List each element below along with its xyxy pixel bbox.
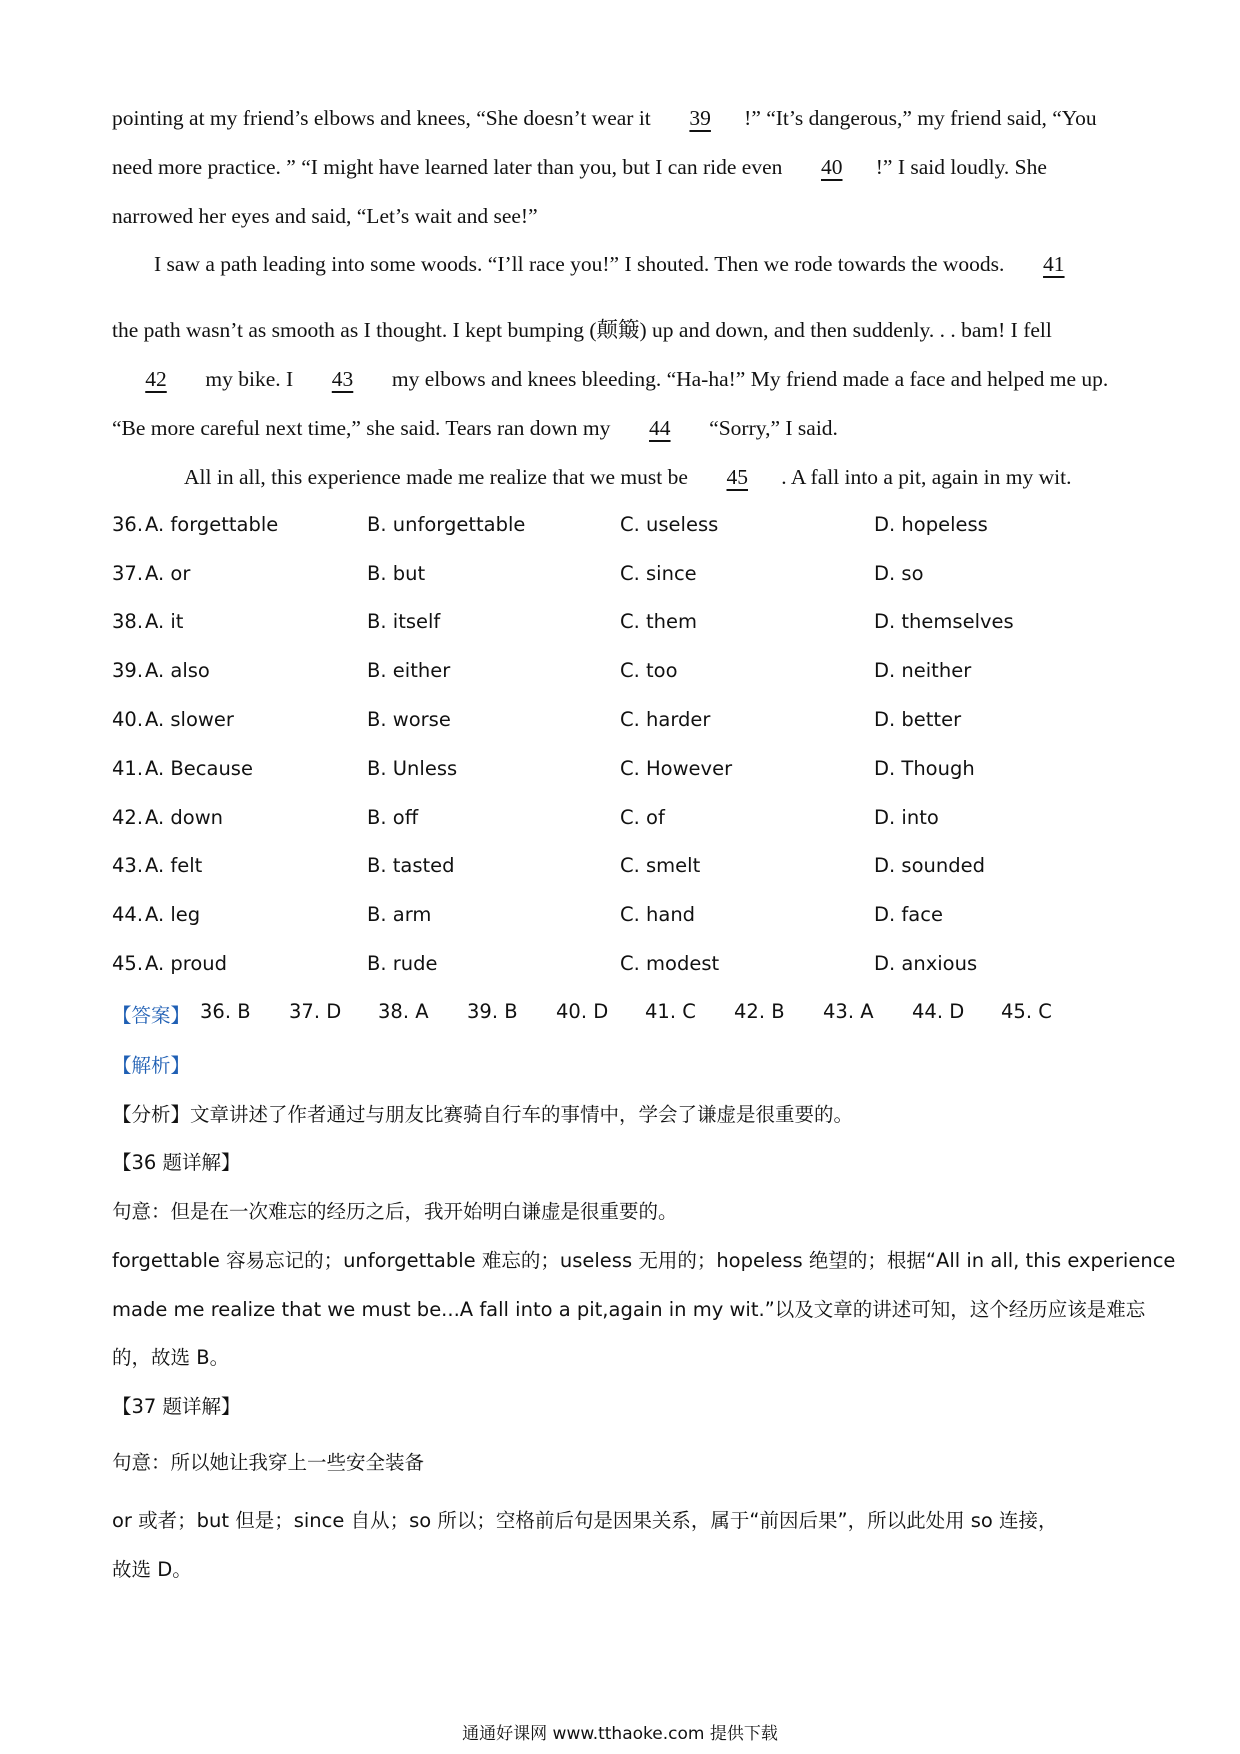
option-d: D. Though (874, 757, 975, 780)
passage-text: my elbows and knees bleeding. “Ha-ha!” My friend made a face and helped me up. (386, 367, 1109, 391)
option-d: D. hopeless (874, 513, 988, 536)
answer-item: 42. B (734, 1000, 785, 1023)
passage-text: need more practice. ” “I might have learned later than you, but I can ride even (112, 155, 788, 179)
option-a: A. forgettable (145, 513, 279, 536)
option-c: C. hand (620, 903, 696, 926)
option-c: C. since (620, 562, 697, 585)
option-d: D. into (874, 806, 939, 829)
option-b: B. itself (367, 610, 441, 633)
option-a: A. it (145, 610, 184, 633)
option-b: B. arm (367, 903, 432, 926)
option-b: B. Unless (367, 757, 458, 780)
option-b: B. but (367, 562, 426, 585)
question-number: 41. (112, 757, 144, 780)
answer-item: 44. D (912, 1000, 965, 1023)
passage-text: “Sorry,” I said. (703, 416, 838, 440)
option-d: D. so (874, 562, 924, 585)
analysis-summary (112, 1099, 853, 1127)
option-a: A. leg (145, 903, 201, 926)
q36-heading: 【36 题详解】 (112, 1151, 241, 1174)
q36-explanation: forgettable 容易忘记的；unforgettable 难忘的；useless 无用的；hopeless 绝望的；根据“All in all, this experience (112, 1249, 1176, 1272)
answer-item: 40. D (556, 1000, 609, 1023)
passage-line (112, 355, 1134, 404)
option-c: C. too (620, 659, 678, 682)
blank-41: 41 (1043, 252, 1065, 276)
passage-line (112, 94, 1134, 143)
answer-row (112, 1000, 1162, 1030)
option-b: B. tasted (367, 854, 455, 877)
option-d: D. sounded (874, 854, 985, 877)
option-d: D. neither (874, 659, 972, 682)
option-a: A. or (145, 562, 191, 585)
passage-line (154, 240, 1144, 289)
option-b: B. unforgettable (367, 513, 526, 536)
question-number: 44. (112, 903, 144, 926)
option-d: D. themselves (874, 610, 1014, 633)
q36-meaning: 句意：但是在一次难忘的经历之后，我开始明白谦虚是很重要的。 (112, 1200, 678, 1223)
passage-text: !” “It’s dangerous,” my friend said, “You (744, 106, 1097, 130)
blank-39: 39 (689, 106, 711, 130)
passage-line: the path wasn’t as smooth as I thought. I kept bumping (颠簸) up and down, and then suddenly. . . bam! I fell (112, 318, 1052, 342)
option-b: B. off (367, 806, 419, 829)
option-b: B. worse (367, 708, 451, 731)
option-d: D. better (874, 708, 962, 731)
option-a: A. down (145, 806, 224, 829)
footer-watermark: 通通好课网 www.tthaoke.com 提供下载 (462, 1724, 778, 1744)
option-c: C. of (620, 806, 665, 829)
answer-item: 43. A (823, 1000, 874, 1023)
q37-heading: 【37 题详解】 (112, 1395, 241, 1418)
answer-label: 【答案】 (112, 1004, 191, 1027)
question-number: 42. (112, 806, 144, 829)
passage-line (112, 404, 1134, 453)
question-number: 43. (112, 854, 144, 877)
question-number: 39. (112, 659, 144, 682)
answer-item: 38. A (378, 1000, 429, 1023)
answer-item: 39. B (467, 1000, 518, 1023)
option-a: A. proud (145, 952, 228, 975)
q37-meaning: 句意：所以她让我穿上一些安全装备 (112, 1451, 425, 1474)
passage-text: . A fall into a pit, again in my wit. (781, 465, 1072, 489)
passage-text: my bike. I (200, 367, 299, 391)
option-c: C. smelt (620, 854, 701, 877)
blank-43: 43 (331, 367, 354, 391)
passage-text: All in all, this experience made me realize that we must be (184, 465, 694, 489)
answer-item: 41. C (645, 1000, 696, 1023)
q37-explanation: or 或者；but 但是；since 自从；so 所以；空格前后句是因果关系，属于“前因后果”，所以此处用 so 连接， (112, 1509, 1058, 1532)
option-b: B. either (367, 659, 451, 682)
question-number: 38. (112, 610, 144, 633)
passage-text: pointing at my friend’s elbows and knees, “She doesn’t wear it (112, 106, 657, 130)
question-number: 45. (112, 952, 144, 975)
blank-42: 42 (145, 367, 167, 391)
answer-item: 45. C (1001, 1000, 1052, 1023)
option-a: A. also (145, 659, 210, 682)
question-number: 36. (112, 513, 144, 536)
q36-explanation: made me realize that we must be...A fall into a pit,again in my wit.”以及文章的讲述可知，这个经历应该是难忘 (112, 1298, 1146, 1321)
passage-text: “Be more careful next time,” she said. Tears ran down my (112, 416, 616, 440)
q37-explanation: 故选 D。 (112, 1558, 192, 1581)
passage-line (184, 453, 1144, 502)
blank-45: 45 (726, 465, 748, 489)
passage-line: narrowed her eyes and said, “Let’s wait and see!” (112, 204, 538, 228)
blank-40: 40 (821, 155, 843, 179)
option-c: C. useless (620, 513, 719, 536)
option-b: B. rude (367, 952, 438, 975)
analysis-label: 【解析】 (112, 1054, 191, 1077)
question-number: 40. (112, 708, 144, 731)
passage-text: I saw a path leading into some woods. “I’ll race you!” I shouted. Then we rode towards the woods. (154, 252, 1010, 276)
option-c: C. them (620, 610, 698, 633)
passage-line (112, 143, 1134, 192)
option-c: C. harder (620, 708, 711, 731)
blank-44: 44 (649, 416, 671, 440)
q36-explanation: 的，故选 B。 (112, 1346, 230, 1369)
passage-text: !” I said loudly. She (875, 155, 1047, 179)
option-a: A. felt (145, 854, 203, 877)
answer-item: 37. D (289, 1000, 342, 1023)
option-d: D. face (874, 903, 943, 926)
question-number: 37. (112, 562, 144, 585)
option-a: A. Because (145, 757, 253, 780)
option-d: D. anxious (874, 952, 978, 975)
option-a: A. slower (145, 708, 234, 731)
summary-label: 【分析】 (112, 1103, 191, 1126)
answer-item: 36. B (200, 1000, 251, 1023)
summary-text: 文章讲述了作者通过与朋友比赛骑自行车的事情中，学会了谦虚是很重要的。 (190, 1103, 854, 1126)
option-c: C. However (620, 757, 733, 780)
option-c: C. modest (620, 952, 720, 975)
